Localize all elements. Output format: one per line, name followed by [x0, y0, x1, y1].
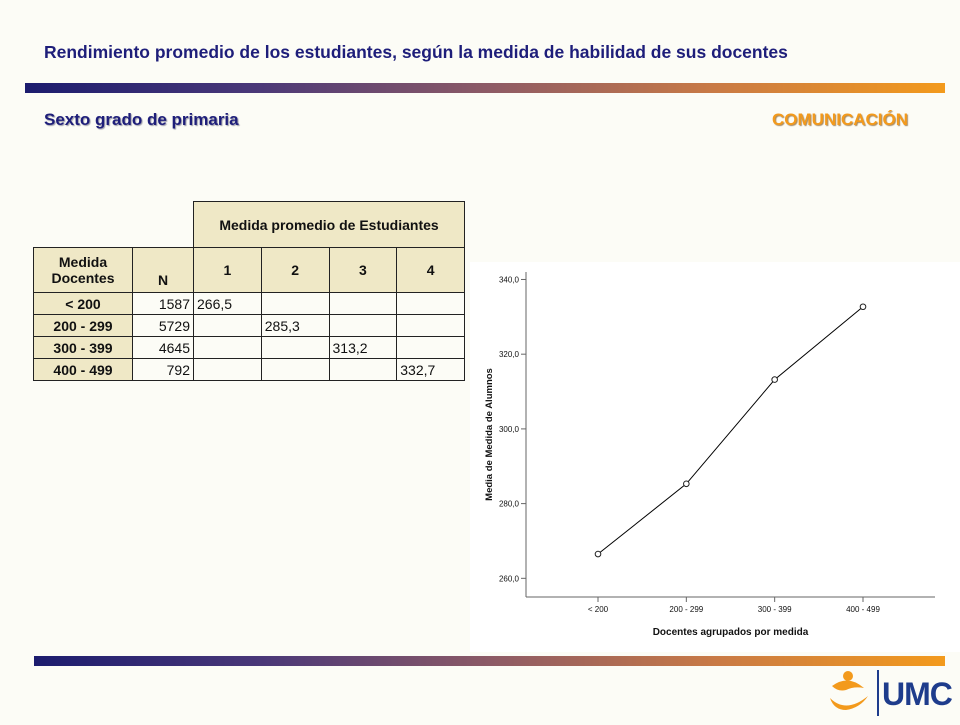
data-point — [860, 304, 866, 310]
y-tick-label: 340,0 — [498, 275, 519, 285]
row-label: 400 - 499 — [34, 359, 133, 381]
y-tick-label: 300,0 — [498, 424, 519, 434]
row-n: 1587 — [133, 293, 194, 315]
table-row — [34, 293, 465, 315]
x-tick-label: 200 - 299 — [669, 605, 704, 614]
umc-logo — [826, 666, 956, 720]
row-n: 5729 — [133, 315, 194, 337]
row-cell — [261, 359, 329, 381]
col-group-header: 3 — [329, 248, 397, 293]
results-table — [33, 201, 465, 381]
row-cell — [397, 293, 465, 315]
row-cell — [329, 293, 397, 315]
col-group-header: 2 — [261, 248, 329, 293]
row-cell — [397, 337, 465, 359]
series-line — [598, 307, 863, 554]
row-cell — [329, 359, 397, 381]
data-point — [595, 551, 601, 557]
row-label: 200 - 299 — [34, 315, 133, 337]
row-cell — [397, 315, 465, 337]
row-cell: 285,3 — [261, 315, 329, 337]
subject-label: COMUNICACIÓN — [772, 110, 908, 129]
x-tick-label: 300 - 399 — [757, 605, 792, 614]
logo-swoosh-upper — [832, 680, 864, 690]
grade-subtitle: Sexto grado de primaria — [44, 110, 239, 129]
row-n: 4645 — [133, 337, 194, 359]
table-row — [34, 337, 465, 359]
col-group-header: 1 — [194, 248, 262, 293]
y-axis-label: Media de Medida de Alumnos — [484, 368, 495, 501]
data-point — [684, 481, 690, 487]
table-row — [34, 359, 465, 381]
row-cell — [261, 293, 329, 315]
x-tick-label: 400 - 499 — [846, 605, 880, 614]
row-cell: 266,5 — [194, 293, 262, 315]
row-label: < 200 — [34, 293, 133, 315]
bottom-divider-bar — [34, 656, 945, 666]
row-cell — [329, 315, 397, 337]
table-corner-empty — [34, 202, 194, 248]
row-n: 792 — [133, 359, 194, 381]
table-row — [34, 315, 465, 337]
row-label: 300 - 399 — [34, 337, 133, 359]
y-tick-label: 260,0 — [498, 574, 519, 584]
line-chart — [470, 262, 960, 652]
col-n-header: N — [133, 248, 194, 293]
chart-panel — [470, 262, 960, 652]
logo-text: UMC — [882, 676, 952, 712]
row-cell — [194, 337, 262, 359]
group-header: Medida promedio de Estudiantes — [194, 202, 465, 248]
top-divider-bar — [25, 83, 945, 93]
logo-head-shape — [843, 671, 853, 681]
data-point — [772, 377, 778, 383]
col-group-header: 4 — [397, 248, 465, 293]
y-tick-label: 280,0 — [498, 499, 519, 509]
col-medida-header: Medida Docentes — [34, 248, 133, 293]
row-cell: 332,7 — [397, 359, 465, 381]
row-cell — [261, 337, 329, 359]
x-tick-label: < 200 — [587, 605, 609, 614]
row-cell — [194, 359, 262, 381]
y-tick-label: 320,0 — [498, 350, 519, 360]
page-title: Rendimiento promedio de los estudiantes, según la medida de habilidad de sus docentes — [44, 42, 788, 62]
x-axis-label: Docentes agrupados por medida — [652, 627, 809, 638]
logo-swoosh-lower — [830, 696, 868, 710]
row-cell — [194, 315, 262, 337]
row-cell: 313,2 — [329, 337, 397, 359]
